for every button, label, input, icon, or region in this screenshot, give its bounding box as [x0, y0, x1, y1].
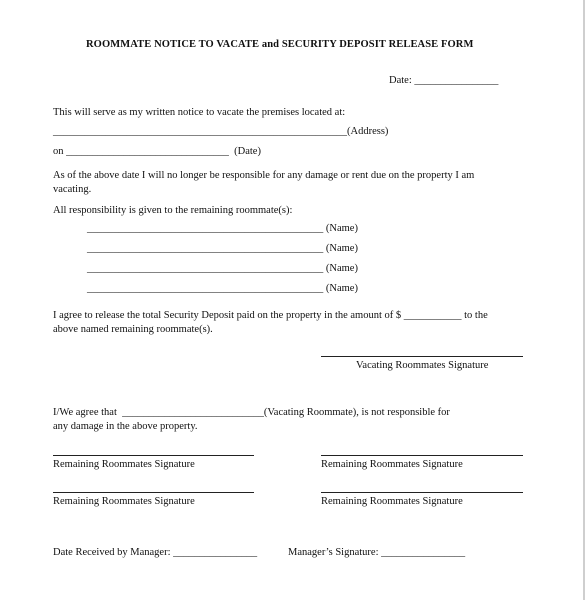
remaining-signature-label: Remaining Roommates Signature: [53, 459, 195, 470]
responsibility-text-line-2: vacating.: [53, 184, 92, 195]
address-field: ________________________________________________________(Address): [53, 126, 389, 137]
date-field: Date: ________________: [389, 75, 499, 86]
remaining-signature-line: [53, 455, 254, 456]
name-field: _____________________________________________ (Name): [87, 263, 358, 274]
remaining-roommates-text: All responsibility is given to the remaining roommate(s):: [53, 205, 293, 216]
remaining-signature-line: [53, 492, 254, 493]
remaining-signature-line: [321, 492, 523, 493]
remaining-signature-label: Remaining Roommates Signature: [321, 496, 463, 507]
remaining-signature-label: Remaining Roommates Signature: [321, 459, 463, 470]
manager-date-field: Date Received by Manager: ________________: [53, 547, 258, 558]
deposit-text-line-2: above named remaining roommate(s).: [53, 324, 213, 335]
remaining-signature-label: Remaining Roommates Signature: [53, 496, 195, 507]
deposit-text-line-1: I agree to release the total Security Deposit paid on the property in the amount of $ ___________ to the: [53, 310, 488, 321]
form-title: ROOMMATE NOTICE TO VACATE and SECURITY DEPOSIT RELEASE FORM: [86, 39, 474, 50]
name-field: _____________________________________________ (Name): [87, 243, 358, 254]
vacating-signature-label: Vacating Roommates Signature: [356, 360, 489, 371]
name-field: _____________________________________________ (Name): [87, 283, 358, 294]
responsibility-text-line-1: As of the above date I will no longer be responsible for any damage or rent due on the property I am: [53, 170, 475, 181]
agreement-text-line-2: any damage in the above property.: [53, 421, 198, 432]
vacating-signature-line: [321, 356, 523, 357]
vacate-date-field: on _______________________________ (Date): [53, 146, 261, 157]
name-field: _____________________________________________ (Name): [87, 223, 358, 234]
remaining-signature-line: [321, 455, 523, 456]
agreement-text-line-1: I/We agree that ___________________________(Vacating Roommate), is not responsible for: [53, 407, 450, 418]
manager-signature-field: Manager’s Signature: ________________: [288, 547, 466, 558]
intro-text: This will serve as my written notice to vacate the premises located at:: [53, 107, 346, 118]
